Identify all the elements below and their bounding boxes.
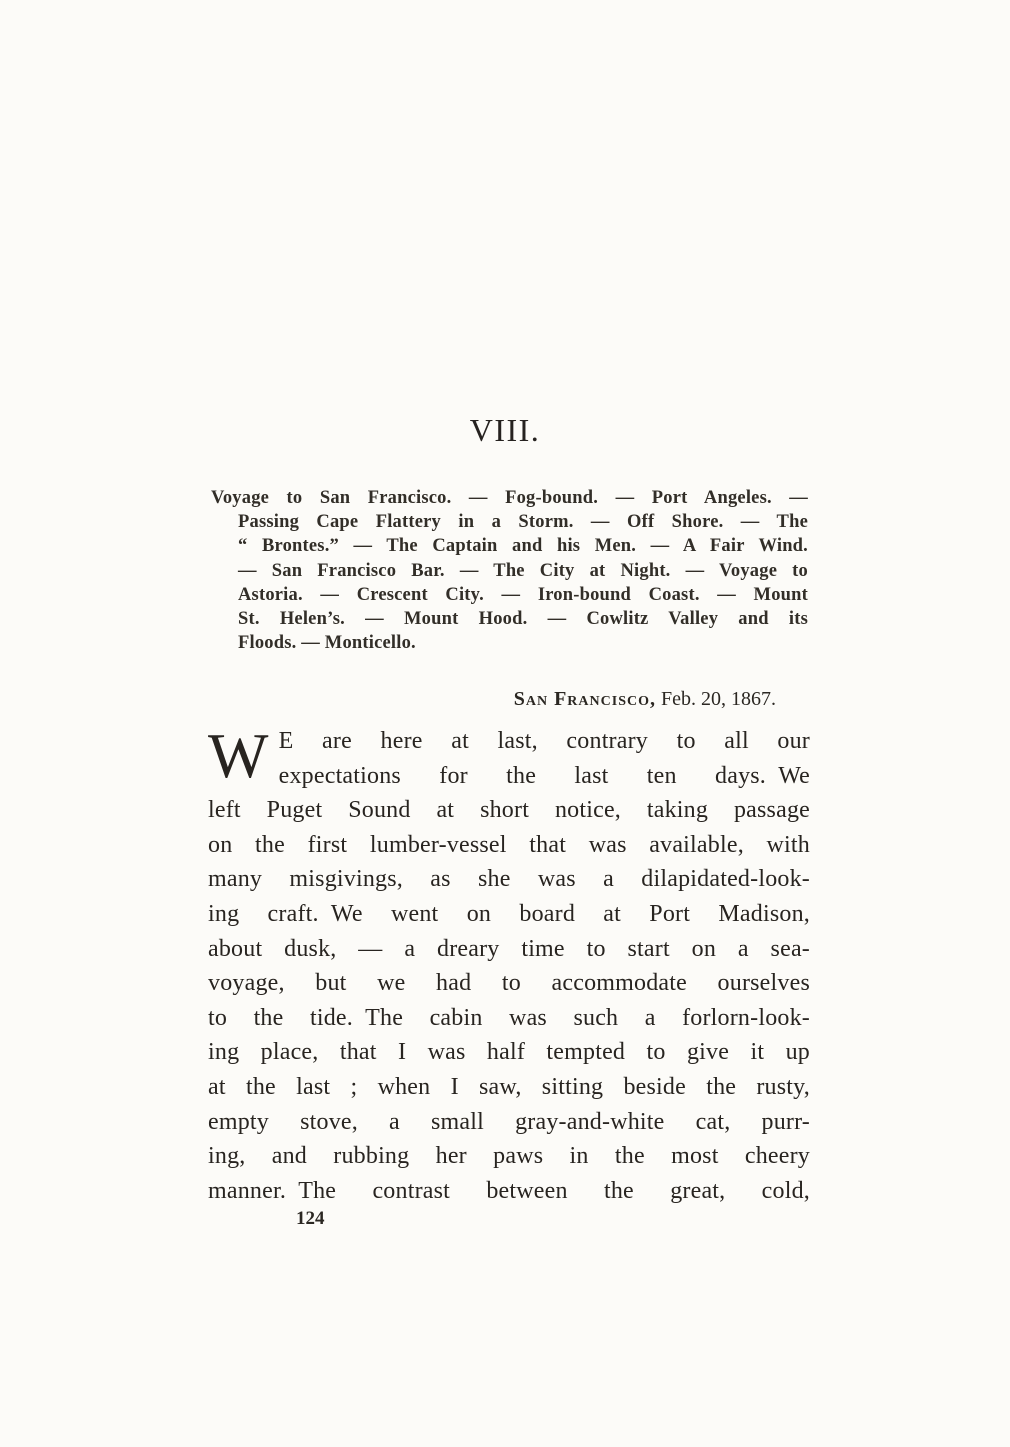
chapter-summary	[211, 486, 808, 655]
dateline-place: San Francisco,	[513, 688, 656, 710]
dateline-date: Feb. 20, 1867.	[656, 688, 776, 710]
body-line: left Puget Sound at short notice, taking passage	[208, 797, 810, 824]
summary-line: Astoria. — Crescent City. — Iron-bound Coast. — Mount	[238, 584, 808, 605]
summary-line: “ Brontes.” — The Captain and his Men. — A Fair Wind.	[238, 536, 808, 557]
page-number: 124	[296, 1208, 325, 1229]
body-line: ing place, that I was half tempted to give it up	[208, 1039, 810, 1066]
chapter-heading: VIII.	[469, 412, 541, 448]
summary-line: Passing Cape Flattery in a Storm. — Off Shore. — The	[238, 512, 808, 533]
body-line: empty stove, a small gray-and-white cat, purr-	[208, 1108, 810, 1135]
body-line: ing craft. We went on board at Port Madison,	[208, 900, 810, 927]
body-paragraph	[208, 720, 810, 1208]
body-line: voyage, but we had to accommodate ourselves	[208, 970, 810, 997]
body-line: at the last ; when I saw, sitting beside the rusty,	[208, 1073, 810, 1100]
body-line: to the tide. The cabin was such a forlorn-look-	[208, 1004, 810, 1031]
summary-line: Floods. — Monticello.	[238, 633, 416, 654]
body-line: many misgivings, as she was a dilapidated-look-	[208, 866, 810, 893]
body-line: on the first lumber-vessel that was available, with	[208, 831, 810, 858]
body-line: expectations for the last ten days. We	[278, 762, 810, 789]
body-line: manner. The contrast between the great, cold,	[208, 1177, 810, 1204]
summary-line: Voyage to San Francisco. — Fog-bound. — Port Angeles. —	[211, 488, 808, 508]
dateline	[211, 688, 808, 711]
body-line: about dusk, — a dreary time to start on a sea-	[208, 935, 810, 962]
summary-line: St. Helen’s. — Mount Hood. — Cowlitz Valley and its	[238, 609, 808, 630]
body-line: E are here at last, contrary to all our	[278, 728, 810, 754]
summary-line: — San Francisco Bar. — The City at Night. — Voyage to	[238, 560, 808, 581]
drop-cap: W	[208, 720, 269, 791]
body-line: ing, and rubbing her paws in the most cheery	[208, 1143, 810, 1170]
